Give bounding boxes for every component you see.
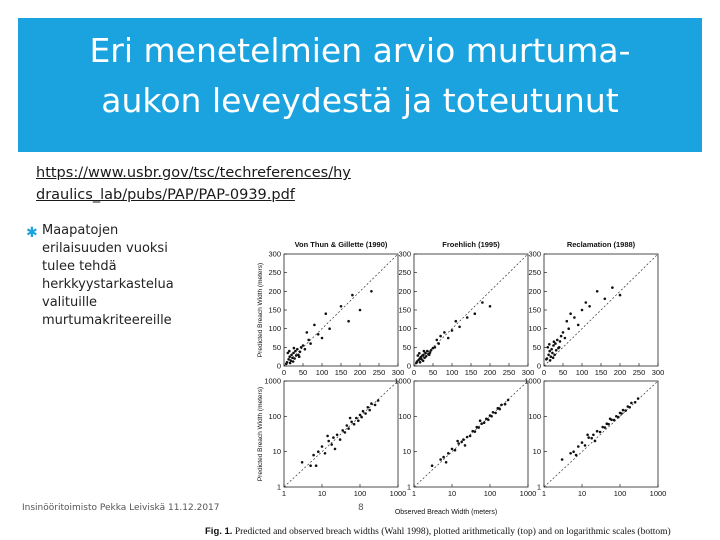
data-point — [545, 358, 548, 361]
bullet-line: murtumakriteereille — [42, 313, 172, 328]
data-point — [590, 437, 593, 440]
y-tick-label: 50 — [402, 342, 411, 352]
data-point — [480, 422, 483, 425]
data-point — [289, 362, 292, 365]
data-point — [357, 419, 360, 422]
data-point — [556, 339, 559, 342]
data-point — [567, 327, 570, 330]
x-tick-label: 250 — [372, 368, 386, 377]
data-point — [451, 329, 454, 332]
data-point — [296, 348, 299, 351]
x-tick-label: 200 — [483, 368, 497, 377]
x-tick-label: 250 — [632, 368, 646, 377]
y-tick-label: 200 — [268, 286, 281, 296]
y-tick-label: 1000 — [264, 376, 281, 386]
y-tick-label: 100 — [398, 324, 411, 334]
data-point — [569, 452, 572, 455]
data-point — [477, 426, 480, 429]
data-point — [332, 436, 335, 439]
data-point — [370, 290, 373, 293]
x-tick-label: 1000 — [519, 489, 537, 498]
data-point — [292, 352, 295, 355]
x-tick-label: 100 — [483, 489, 497, 498]
data-point — [447, 452, 450, 455]
data-point — [560, 335, 563, 338]
bullet-line: erilaisuuden vuoksi — [42, 241, 168, 256]
x-tick-label: 100 — [353, 489, 367, 498]
plot-frame — [284, 254, 398, 366]
data-point — [585, 301, 588, 304]
data-point — [344, 431, 347, 434]
bullet-star-icon: ✱ — [26, 224, 38, 240]
data-point — [418, 352, 421, 355]
data-point — [442, 456, 445, 459]
x-tick-label: 50 — [298, 368, 308, 377]
bullet-line: Maapatojen — [42, 223, 119, 238]
data-point — [301, 461, 304, 464]
data-point — [312, 454, 315, 457]
y-tick-label: 50 — [272, 342, 281, 352]
data-point — [489, 305, 492, 308]
data-point — [609, 418, 612, 421]
data-point — [504, 403, 507, 406]
x-tick-label: 150 — [594, 368, 608, 377]
data-point — [613, 419, 616, 422]
data-point — [324, 452, 327, 455]
data-point — [300, 346, 303, 349]
reference-line — [544, 381, 658, 487]
source-link-line-2[interactable]: draulics_lab/pubs/PAP/PAP-0939.pdf — [36, 187, 295, 203]
data-point — [581, 441, 584, 444]
data-point — [426, 350, 429, 353]
data-point — [584, 444, 587, 447]
data-point — [360, 416, 363, 419]
data-point — [550, 355, 553, 358]
data-point — [551, 352, 554, 355]
x-tick-label: 100 — [613, 489, 627, 498]
data-point — [548, 350, 551, 353]
data-point — [292, 360, 295, 363]
data-point — [445, 461, 448, 464]
data-point — [474, 430, 477, 433]
data-point — [359, 309, 362, 312]
x-tick-label: 1 — [541, 489, 547, 498]
y-tick-label: 250 — [268, 268, 281, 278]
data-point — [425, 355, 428, 358]
data-point — [287, 358, 290, 361]
y-tick-label: 300 — [398, 249, 411, 259]
x-tick-label: 200 — [613, 368, 627, 377]
data-point — [336, 434, 339, 437]
data-point — [317, 450, 320, 453]
data-point — [469, 435, 472, 438]
y-axis-label: Predicted Breach Width (meters) — [257, 262, 264, 358]
data-point — [288, 350, 291, 353]
data-point — [439, 458, 442, 461]
y-tick-label: 50 — [532, 342, 541, 352]
data-point — [327, 440, 330, 443]
x-tick-label: 1000 — [389, 489, 407, 498]
x-tick-label: 0 — [541, 368, 547, 377]
data-point — [443, 331, 446, 334]
reference-line — [544, 254, 658, 366]
data-point — [464, 444, 467, 447]
data-point — [604, 298, 607, 301]
x-tick-label: 150 — [464, 368, 478, 377]
data-point — [339, 438, 342, 441]
y-tick-label: 150 — [528, 305, 541, 315]
data-point — [487, 419, 490, 422]
data-point — [298, 355, 301, 358]
y-tick-label: 0 — [276, 361, 281, 371]
data-point — [471, 430, 474, 433]
data-point — [325, 312, 328, 315]
data-point — [321, 445, 324, 448]
data-point — [313, 324, 316, 327]
bullet-line: herkkyystarkastelua — [42, 277, 174, 292]
x-tick-label: 300 — [521, 368, 535, 377]
x-tick-label: 0 — [281, 368, 287, 377]
data-point — [367, 406, 370, 409]
data-point — [559, 340, 562, 343]
data-point — [462, 438, 465, 441]
data-point — [288, 355, 291, 358]
data-point — [572, 450, 575, 453]
data-point — [596, 430, 599, 433]
data-point — [307, 339, 310, 342]
data-point — [492, 411, 495, 414]
data-point — [553, 340, 556, 343]
x-tick-label: 150 — [334, 368, 348, 377]
x-tick-label: 300 — [391, 368, 405, 377]
data-point — [291, 357, 294, 360]
bullet-line: valituille — [42, 295, 98, 310]
data-point — [483, 421, 486, 424]
data-point — [500, 404, 503, 407]
plot-frame — [544, 254, 658, 366]
y-tick-label: 150 — [398, 305, 411, 315]
data-point — [466, 436, 469, 439]
panel-title: Froehlich (1995) — [442, 240, 500, 249]
data-point — [317, 333, 320, 336]
figure-caption — [205, 526, 720, 537]
x-tick-label: 250 — [502, 368, 516, 377]
data-point — [340, 305, 343, 308]
data-point — [607, 423, 610, 426]
data-point — [588, 305, 591, 308]
data-point — [309, 464, 312, 467]
data-point — [624, 409, 627, 412]
data-point — [447, 337, 450, 340]
data-point — [306, 331, 309, 334]
data-point — [334, 448, 337, 451]
data-point — [498, 408, 501, 411]
data-point — [455, 320, 458, 323]
y-tick-label: 1000 — [524, 376, 541, 386]
data-point — [622, 409, 625, 412]
data-point — [299, 351, 302, 354]
data-point — [434, 346, 437, 349]
x-tick-label: 100 — [575, 368, 589, 377]
data-point — [564, 337, 567, 340]
data-point — [507, 399, 510, 402]
data-point — [290, 360, 293, 363]
data-point — [370, 402, 373, 405]
data-point — [552, 344, 555, 347]
y-axis-label: Predicted Breach Width (meters) — [257, 386, 264, 482]
data-point — [350, 421, 353, 424]
y-tick-label: 250 — [528, 268, 541, 278]
data-point — [328, 327, 331, 330]
data-point — [587, 436, 590, 439]
reference-line — [284, 254, 398, 366]
y-tick-label: 10 — [272, 447, 281, 457]
x-tick-label: 1000 — [649, 489, 667, 498]
y-tick-label: 1 — [276, 482, 281, 492]
data-point — [456, 440, 459, 443]
data-point — [601, 426, 604, 429]
x-tick-label: 10 — [577, 489, 587, 498]
y-tick-label: 200 — [398, 286, 411, 296]
data-point — [604, 426, 607, 429]
data-point — [355, 417, 358, 420]
data-point — [349, 417, 352, 420]
slide-title-line-1: Eri menetelmien arvio murtuma- — [89, 31, 631, 70]
y-tick-label: 100 — [268, 411, 281, 421]
y-tick-label: 1 — [406, 482, 411, 492]
data-point — [290, 354, 293, 357]
data-point — [458, 326, 461, 329]
data-point — [561, 458, 564, 461]
y-tick-label: 10 — [402, 447, 411, 457]
data-point — [569, 312, 572, 315]
data-point — [419, 361, 422, 364]
data-point — [573, 316, 576, 319]
panel-title: Reclamation (1988) — [566, 240, 636, 249]
x-tick-label: 10 — [447, 489, 457, 498]
y-tick-label: 300 — [528, 249, 541, 259]
data-point — [577, 324, 580, 327]
data-point — [430, 349, 433, 352]
data-point — [634, 401, 637, 404]
data-point — [637, 397, 640, 400]
slide-title-line-2: aukon leveydestä ja toteutunut — [101, 81, 619, 120]
data-point — [422, 354, 425, 357]
data-point — [630, 402, 633, 405]
data-point — [562, 331, 565, 334]
y-tick-label: 100 — [398, 411, 411, 421]
data-point — [423, 350, 426, 353]
footer-text: Insinööritoimisto Pekka Leiviskä 11.12.2017 — [22, 503, 220, 513]
figure-caption-label: Fig. 1. — [205, 526, 233, 537]
data-point — [575, 454, 578, 457]
data-point — [547, 346, 550, 349]
data-point — [309, 342, 312, 345]
data-point — [417, 354, 420, 357]
data-point — [466, 316, 469, 319]
data-point — [422, 360, 425, 363]
data-point — [558, 346, 561, 349]
data-point — [302, 344, 305, 347]
data-point — [294, 350, 297, 353]
page-number: 8 — [358, 503, 364, 513]
x-tick-label: 100 — [445, 368, 459, 377]
data-point — [550, 348, 553, 351]
y-tick-label: 10 — [532, 447, 541, 457]
data-point — [304, 348, 307, 351]
data-point — [594, 440, 597, 443]
data-point — [547, 354, 550, 357]
data-point — [437, 342, 440, 345]
source-link-line-1[interactable]: https://www.usbr.gov/tsc/techreferences/hy — [36, 165, 351, 181]
data-point — [474, 312, 477, 315]
x-axis-label: Observed Breach Width (meters) — [394, 509, 498, 516]
data-point — [617, 416, 620, 419]
data-point — [454, 449, 457, 452]
data-point — [460, 441, 463, 444]
data-point — [628, 406, 631, 409]
reference-line — [284, 381, 398, 487]
data-point — [415, 362, 418, 365]
data-point — [619, 294, 622, 297]
data-point — [293, 357, 296, 360]
data-point — [592, 434, 595, 437]
data-point — [553, 354, 556, 357]
y-tick-label: 0 — [406, 361, 411, 371]
x-tick-label: 50 — [558, 368, 568, 377]
data-point — [359, 414, 362, 417]
panel-title: Von Thun & Gillette (1990) — [294, 240, 388, 249]
data-point — [293, 347, 296, 350]
x-tick-label: 1 — [281, 489, 287, 498]
y-tick-label: 300 — [268, 249, 281, 259]
y-tick-label: 100 — [528, 411, 541, 421]
data-point — [436, 339, 439, 342]
data-point — [326, 435, 329, 438]
x-tick-label: 1 — [411, 489, 417, 498]
data-point — [347, 320, 350, 323]
data-point — [321, 337, 324, 340]
data-point — [611, 286, 614, 289]
data-point — [353, 423, 356, 426]
data-point — [439, 335, 442, 338]
bullet-line: tulee tehdä — [42, 259, 117, 274]
data-point — [347, 427, 350, 430]
x-tick-label: 200 — [353, 368, 367, 377]
data-point — [362, 410, 365, 413]
data-point — [451, 448, 454, 451]
x-tick-label: 100 — [315, 368, 329, 377]
data-point — [374, 404, 377, 407]
data-point — [566, 320, 569, 323]
data-point — [341, 429, 344, 432]
data-point — [586, 434, 589, 437]
data-point — [599, 431, 602, 434]
data-point — [596, 290, 599, 293]
data-point — [351, 294, 354, 297]
reference-line — [414, 381, 528, 487]
data-point — [552, 357, 555, 360]
y-tick-label: 0 — [536, 361, 541, 371]
data-point — [457, 442, 460, 445]
data-point — [494, 412, 497, 415]
y-tick-label: 250 — [398, 268, 411, 278]
data-point — [377, 399, 380, 402]
figure-caption-text: Predicted and observed breach widths (Wahl 1998), plotted arithmetically (top) and on logarithmic scales (bottom) — [234, 527, 671, 537]
data-point — [490, 415, 493, 418]
data-point — [429, 351, 432, 354]
data-point — [364, 412, 367, 415]
data-point — [346, 424, 349, 427]
data-point — [285, 363, 288, 366]
data-point — [555, 349, 558, 352]
data-point — [295, 354, 298, 357]
y-tick-label: 150 — [268, 305, 281, 315]
data-point — [620, 412, 623, 415]
y-tick-label: 100 — [268, 324, 281, 334]
data-point — [481, 301, 484, 304]
x-tick-label: 50 — [428, 368, 438, 377]
y-tick-label: 1 — [536, 482, 541, 492]
x-tick-label: 0 — [411, 368, 417, 377]
y-tick-label: 100 — [528, 324, 541, 334]
y-tick-label: 1000 — [394, 376, 411, 386]
data-point — [368, 409, 371, 412]
data-point — [549, 359, 552, 362]
x-tick-label: 10 — [317, 489, 327, 498]
data-point — [431, 464, 434, 467]
data-point — [479, 419, 482, 422]
data-point — [577, 445, 580, 448]
data-point — [315, 464, 318, 467]
data-point — [548, 343, 551, 346]
data-point — [330, 443, 333, 446]
x-tick-label: 300 — [651, 368, 665, 377]
y-tick-label: 200 — [528, 286, 541, 296]
data-point — [581, 309, 584, 312]
